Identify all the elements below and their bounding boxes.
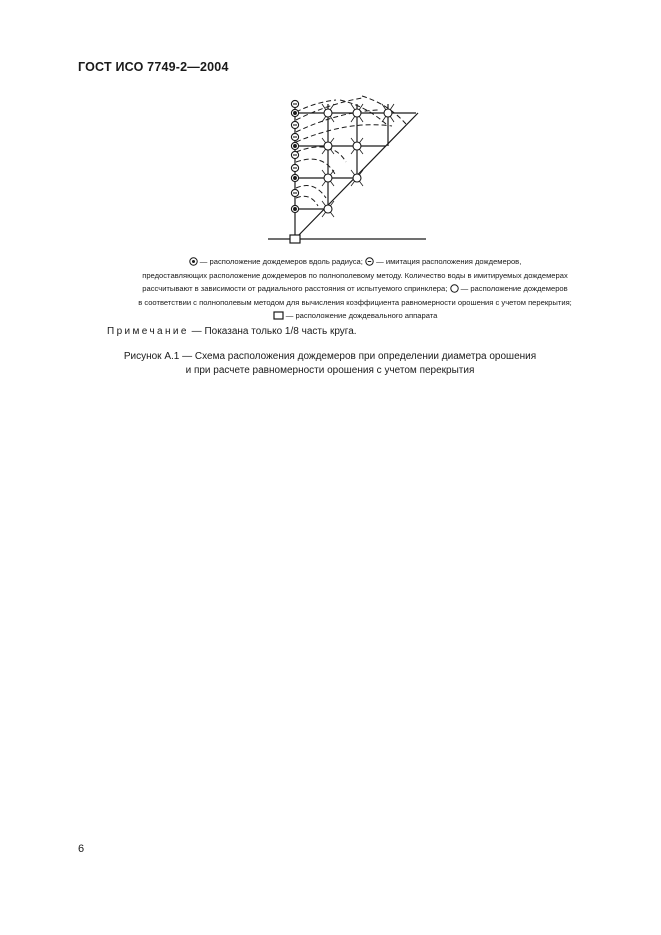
note	[107, 326, 357, 337]
grid-gauge	[353, 174, 361, 182]
legend-radius-text: — расположение дождемеров вдоль радиуса;	[199, 257, 363, 266]
legend-line-5	[60, 309, 650, 323]
gauge-layout-diagram	[266, 92, 431, 244]
grid-gauge	[324, 174, 332, 182]
figure-caption	[80, 350, 580, 377]
document-header: ГОСТ ИСО 7749-2—2004	[78, 60, 229, 74]
caption-line-1: Рисунок А.1 — Схема расположения дождемеров при определении диаметра орошения	[123, 351, 537, 362]
grid-gauge	[324, 109, 332, 117]
legend-grid-text: — расположение дождемеров	[460, 284, 568, 293]
caption-line-2: и при расчете равномерности орошения с учетом перекрытия	[185, 364, 475, 376]
radius-gauge-icon	[189, 257, 198, 266]
radius-gauge	[291, 142, 298, 149]
grid-gauge-icon	[450, 284, 459, 293]
legend-sprinkler-text: — расположение дождевального аппарата	[285, 311, 438, 320]
simulated-gauge	[291, 133, 298, 140]
sprinkler-square-icon	[290, 235, 300, 243]
sprinkler-icon	[273, 311, 284, 320]
legend-line-2: предоставляющих расположение дождемеров по полнополевому методу. Количество воды в имитируемых дождемерах	[142, 270, 568, 280]
grid-gauge	[353, 142, 361, 150]
page-number: 6	[78, 843, 85, 855]
simulated-gauge	[291, 151, 298, 158]
legend-line-4: в соответствии с полнополевым методом для вычисления коэффициента равномерности орошения с учетом перекрытия;	[138, 297, 572, 307]
note-label: Примечание	[107, 326, 189, 337]
simulated-gauge	[291, 164, 298, 171]
simulated-gauge	[291, 100, 298, 107]
note-text: Показана только 1/8 часть круга.	[204, 326, 357, 337]
grid-gauge	[384, 109, 392, 117]
simulated-gauge	[291, 189, 298, 196]
legend-simulated-text: — имитация расположения дождемеров,	[376, 257, 522, 266]
grid-gauge	[353, 109, 361, 117]
radius-gauge	[291, 205, 298, 212]
simulated-gauge	[291, 121, 298, 128]
figure-legend	[60, 255, 650, 323]
note-dash: —	[191, 326, 202, 337]
radius-gauge	[291, 109, 298, 116]
grid-gauge	[324, 142, 332, 150]
legend-line-1	[60, 255, 650, 269]
legend-radial-text: рассчитывают в зависимости от радиального расстояния от испытуемого спринклера;	[142, 284, 448, 293]
radius-gauge	[291, 174, 298, 181]
simulated-gauge-icon	[365, 257, 374, 266]
legend-line-3	[60, 282, 650, 296]
grid-gauge	[324, 205, 332, 213]
